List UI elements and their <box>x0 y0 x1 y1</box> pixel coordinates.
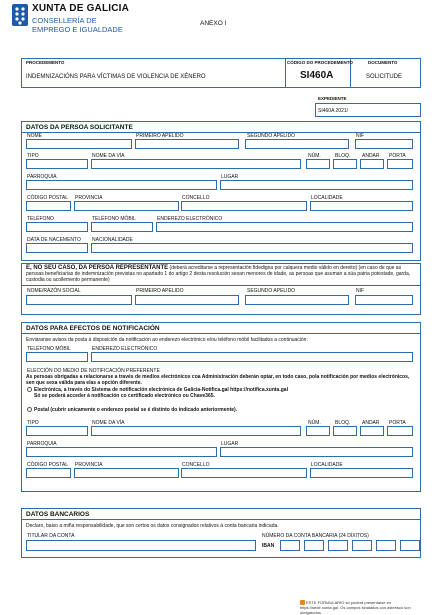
expedient-label: EXPEDIENTE <box>318 96 347 101</box>
notif-type-label: TIPO <box>27 420 39 426</box>
applicant-door-label: PORTA <box>389 153 406 159</box>
applicant-place-label: LUGAR <box>221 174 239 180</box>
representative-intro <box>26 265 418 283</box>
rep-surname1-label: PRIMEIRO APELIDO <box>136 288 184 294</box>
applicant-province-field[interactable] <box>74 201 179 211</box>
applicant-surname1-label: PRIMEIRO APELIDO <box>136 133 184 139</box>
representative-note: (deberá acreditarse a representación fidedigna por calquera medio válido en dereito) (en caso de que as persoas beneficiarias de indemnización previstas no apartado 1 do artigo 2 desta resolución sexan menores de idade, as persoas que asuman a súa patria potestade, garda, custodia ou acollemento permanente) <box>26 265 411 283</box>
annex-label: ANEXO I <box>200 20 227 27</box>
brand-title: XUNTA DE GALICIA <box>32 3 130 14</box>
dept-line-2: EMPREGO E IGUALDADE <box>32 25 123 34</box>
rep-nif-field[interactable] <box>355 295 413 305</box>
notif-email-field[interactable] <box>91 352 413 362</box>
footer-note <box>300 600 422 615</box>
notif-door-field[interactable] <box>387 426 413 436</box>
notif-mobile-field[interactable] <box>26 352 88 362</box>
applicant-door-field[interactable] <box>387 159 413 169</box>
option-electronic-label: Electrónica, a través do Sistema de notificación electrónica de Galicia-Notifica.gal https://notifica.xunta.gal <box>34 387 288 393</box>
applicant-surname2-label: SEGUNDO APELIDO <box>247 133 296 139</box>
applicant-birthdate-label: DATA DE NACEMENTO <box>27 237 81 243</box>
procedure-box <box>21 58 421 88</box>
applicant-nationality-label: NACIONALIDADE <box>92 237 133 243</box>
applicant-nationality-field[interactable] <box>91 243 413 253</box>
bank-acc2-field[interactable] <box>400 540 420 551</box>
bank-title: DATOS BANCARIOS <box>26 511 90 518</box>
applicant-type-label: TIPO <box>27 153 39 159</box>
applicant-province-label: PROVINCIA <box>75 195 103 201</box>
notif-number-field[interactable] <box>306 426 330 436</box>
applicant-email-field[interactable] <box>156 222 413 232</box>
notif-street-label: NOME DA VÍA <box>92 420 125 426</box>
applicant-email-label: ENDEREZO ELECTRÓNICO <box>157 216 223 222</box>
bank-branch-field[interactable] <box>328 540 348 551</box>
notif-choice-text: As persoas obrigadas a relacionarse a través de medios electrónicos coa Administración deberán optar, en todo caso, pola notificación por medios electrónicos, sen que sexa válida para elas a opción diferente. <box>26 374 410 386</box>
bank-holder-label: TITULAR DA CONTA <box>27 533 75 539</box>
notif-email-label: ENDEREZO ELECTRÓNICO <box>92 346 158 352</box>
notif-province-label: PROVINCIA <box>75 462 103 468</box>
document-type: SOLICITUDE <box>366 74 403 80</box>
bank-iban-field[interactable] <box>280 540 300 551</box>
applicant-nif-label: NIF <box>356 133 365 139</box>
option-electronic-note: Só se poderá acceder á notificación co certificado electrónico ou Chave365. <box>34 393 215 399</box>
procedure-name: INDEMNIZACIÓNS PARA VÍCTIMAS DE VIOLENCIA DE XÉNERO <box>26 74 206 80</box>
bank-dc-field[interactable] <box>352 540 372 551</box>
applicant-parish-field[interactable] <box>26 180 217 190</box>
applicant-name-label: NOME <box>27 133 42 139</box>
applicant-surname1-field[interactable] <box>135 139 239 149</box>
applicant-phone-label: TELÉFONO <box>27 216 54 222</box>
applicant-postal-label: CÓDIGO POSTAL <box>27 195 69 201</box>
notif-place-label: LUGAR <box>221 441 239 447</box>
bank-declaration: Declaro, baixo a miña responsabilidade, que son certos os datos consignados relativos á conta bancaria indicada. <box>26 523 279 529</box>
notif-floor-field[interactable] <box>360 426 384 436</box>
option-postal-label: Postal (cubrir unicamente o enderezo postal se é distinto do indicado anteriormente). <box>34 407 238 413</box>
notif-province-field[interactable] <box>74 468 179 478</box>
applicant-parish-label: PARROQUIA <box>27 174 57 180</box>
bank-holder-field[interactable] <box>26 540 256 551</box>
applicant-street-label: NOME DA VÍA <box>92 153 125 159</box>
dept-line-1: CONSELLERÍA DE <box>32 16 97 25</box>
bank-acc1-field[interactable] <box>376 540 396 551</box>
applicant-locality-label: LOCALIDADE <box>311 195 343 201</box>
footer-text: ESTE FORMULARIO só poderá presentarse en https://sede.xunta.gal. Os campos sinalados con asterisco son obrigatorios <box>300 600 411 615</box>
applicant-nif-field[interactable] <box>355 139 413 149</box>
applicant-number-label: NÚM. <box>308 153 321 159</box>
radio-electronic[interactable] <box>27 387 32 392</box>
notif-council-field[interactable] <box>181 468 307 478</box>
applicant-surname2-field[interactable] <box>245 139 349 149</box>
rep-name-label: NOME/RAZÓN SOCIAL <box>27 288 81 294</box>
notif-type-field[interactable] <box>26 426 88 436</box>
notification-title: DATOS PARA EFECTOS DE NOTIFICACIÓN <box>26 325 160 332</box>
rep-name-field[interactable] <box>26 295 132 305</box>
radio-postal[interactable] <box>27 407 32 412</box>
notif-number-label: NÚM. <box>308 420 321 426</box>
applicant-mobile-label: TELÉFONO MÓBIL <box>92 216 136 222</box>
notification-intro: Enviaranse avisos da posta á disposición da notificación ao enderezo electrónico e/ou teléfono móbil facilitados a continuación: <box>26 337 308 343</box>
rep-surname2-label: SEGUNDO APELIDO <box>247 288 296 294</box>
notif-street-field[interactable] <box>91 426 301 436</box>
applicant-number-field[interactable] <box>306 159 330 169</box>
notif-locality-field[interactable] <box>310 468 413 478</box>
document-label: DOCUMENTO <box>368 60 398 65</box>
applicant-name-field[interactable] <box>26 139 132 149</box>
representative-title: E, NO SEU CASO, DA PERSOA REPRESENTANTE <box>26 265 169 271</box>
notif-floor-label: ANDAR <box>362 420 380 426</box>
applicant-floor-label: ANDAR <box>362 153 380 159</box>
bank-entity-field[interactable] <box>304 540 324 551</box>
notif-parish-field[interactable] <box>26 447 217 457</box>
notif-postal-label: CÓDIGO POSTAL <box>27 462 69 468</box>
applicant-birthdate-field[interactable] <box>26 243 88 253</box>
applicant-block-field[interactable] <box>333 159 357 169</box>
procedure-label: PROCEDEMENTO <box>26 60 65 65</box>
code-label: CÓDIGO DO PROCEDEMENTO <box>287 60 353 65</box>
notif-block-field[interactable] <box>333 426 357 436</box>
notif-locality-label: LOCALIDADE <box>311 462 343 468</box>
applicant-phone-field[interactable] <box>26 222 88 232</box>
applicant-floor-field[interactable] <box>360 159 384 169</box>
applicant-title: DATOS DA PERSOA SOLICITANTE <box>26 124 133 131</box>
applicant-council-field[interactable] <box>181 201 307 211</box>
applicant-council-label: CONCELLO <box>182 195 210 201</box>
procedure-code: SI460A <box>300 70 334 81</box>
notif-block-label: BLOQ. <box>335 420 351 426</box>
expedient-value: SI460A 2021/ <box>318 108 349 114</box>
applicant-locality-field[interactable] <box>310 201 413 211</box>
rep-surname1-field[interactable] <box>135 295 239 305</box>
bank-iban-label: IBAN <box>262 543 275 549</box>
notif-postal-field[interactable] <box>26 468 71 478</box>
applicant-postal-field[interactable] <box>26 201 71 211</box>
notif-mobile-label: TELÉFONO MÓBIL <box>27 346 71 352</box>
applicant-place-field[interactable] <box>220 180 413 190</box>
applicant-street-field[interactable] <box>91 159 301 169</box>
applicant-type-field[interactable] <box>26 159 88 169</box>
bank-account-label: NÚMERO DA CONTA BANCARIA (24 DÍXITOS) <box>262 533 369 539</box>
applicant-block-label: BLOQ. <box>335 153 351 159</box>
notif-choice-title: ELECCIÓN DO MEDIO DE NOTIFICACIÓN PREFERENTE <box>27 368 160 374</box>
notif-door-label: PORTA <box>389 420 406 426</box>
notif-council-label: CONCELLO <box>182 462 210 468</box>
applicant-mobile-field[interactable] <box>91 222 153 232</box>
notif-parish-label: PARROQUIA <box>27 441 57 447</box>
rep-nif-label: NIF <box>356 288 365 294</box>
notif-place-field[interactable] <box>220 447 413 457</box>
rep-surname2-field[interactable] <box>245 295 349 305</box>
